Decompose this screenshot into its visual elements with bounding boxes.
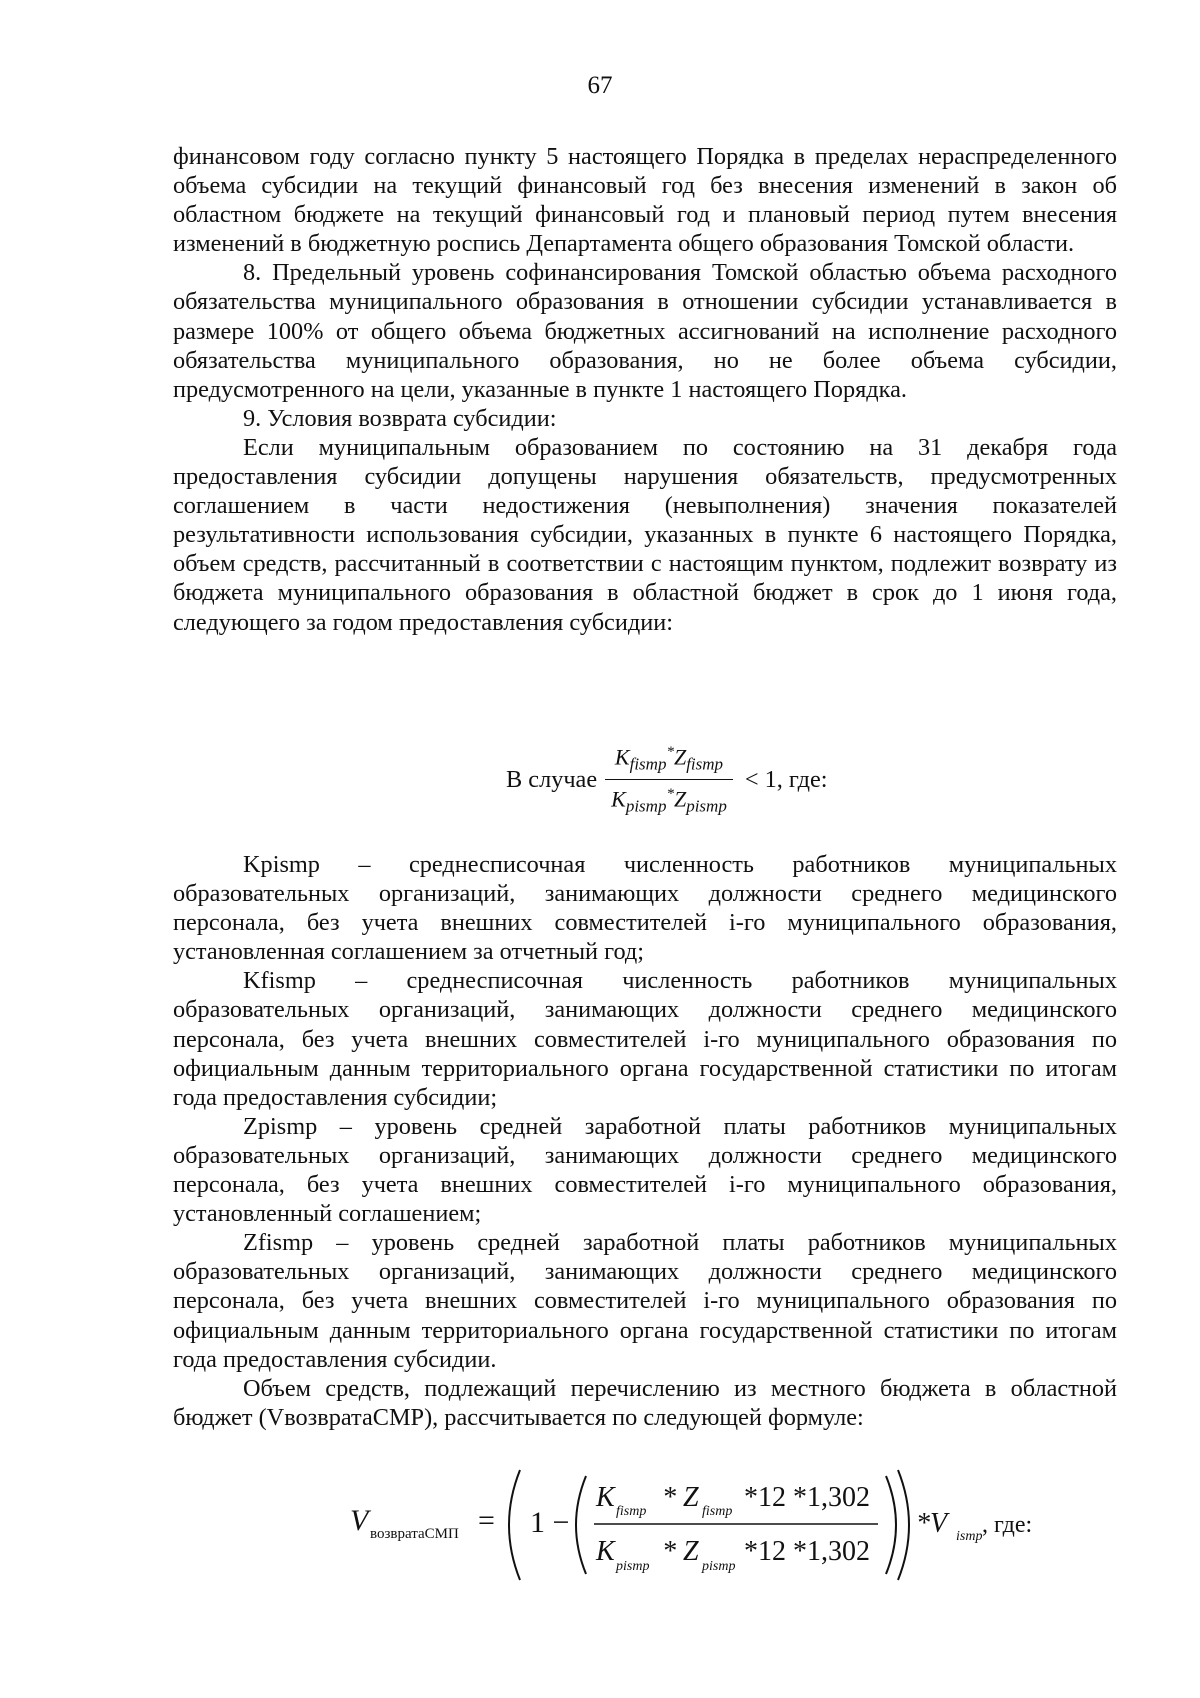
right-paren-inner bbox=[886, 1476, 896, 1574]
v-sub: ismp bbox=[956, 1529, 983, 1544]
formula-fraction bbox=[601, 744, 737, 816]
definition: Kfismp – среднесписочная численность работников муниципальных образовательных организаций, занимающих должности среднего медицинского персонала, без учета внешних совместителей i-го муниципального образования по официальным данным территориального органа государственной статистики по итогам года предоставления субсидии; bbox=[173, 967, 1117, 1111]
formula-refund bbox=[350, 1460, 1050, 1590]
paragraph: 9. Условия возврата субсидии: bbox=[243, 404, 557, 432]
equals-sign: = bbox=[478, 1504, 495, 1537]
formula-prefix: В случае bbox=[506, 766, 598, 793]
den-z-sub: pismp bbox=[702, 1559, 736, 1574]
definition: Zpismp – уровень средней заработной платы работников муниципальных образовательных организаций, занимающих должности среднего медицинского персонала, без учета внешних совместителей i-го муниципального образования, установленный соглашением; bbox=[173, 1112, 1117, 1228]
den-tail: *12 *1,302 bbox=[744, 1536, 870, 1567]
page-number: 67 bbox=[587, 72, 613, 99]
num-tail: *12 *1,302 bbox=[744, 1482, 870, 1513]
left-paren-outer bbox=[509, 1470, 520, 1580]
paragraph: Если муниципальным образованием по состоянию на 31 декабря года предоставления субсидии допущены нарушения обязательств, предусмотренных соглашением в части недостижения (невыполнения) значения показателей результативности использования субсидии, указанных в пункте 6 настоящего Порядка, объем средств, рассчитанный в соответствии с настоящим пунктом, подлежит возврату из бюджета муниципального образования в областной бюджет в срок до 1 июня года, следующего за годом предоставления субсидии: bbox=[173, 433, 1117, 636]
definition: Kpismp – среднесписочная численность работников муниципальных образовательных организаций, занимающих должности среднего медицинского персонала, без учета внешних совместителей i-го муниципального образования, установленная соглашением за отчетный год; bbox=[173, 851, 1117, 966]
definition: Zfismp – уровень средней заработной платы работников муниципальных образовательных организаций, занимающих должности среднего медицинского персонала, без учета внешних совместителей i-го муниципального образования по официальным данным территориального органа государственной статистики по итогам года предоставления субсидии. bbox=[173, 1229, 1117, 1373]
paragraph: Объем средств, подлежащий перечислению из местного бюджета в областной бюджет (VвозвратаСМР), рассчитывается по следующей формуле: bbox=[173, 1374, 1117, 1431]
fraction-denominator: $K_{pismp}^*Z_{pismp}$ bbox=[611, 785, 727, 815]
right-paren-outer bbox=[898, 1470, 909, 1580]
den-z: * Z bbox=[662, 1536, 699, 1567]
body-text bbox=[173, 142, 1117, 637]
den-k-sub: pismp bbox=[616, 1559, 650, 1574]
num-k: K bbox=[596, 1482, 615, 1513]
definitions bbox=[173, 850, 1117, 1432]
paragraph: финансовом году согласно пункту 5 настоящего Порядка в пределах нераспределенного объема субсидии на текущий финансовый год без внесения изменений в закон об областном бюджете на текущий финансовый год и плановый период путем внесения изменений в бюджетную роспись Департамента общего образования Томской области. bbox=[173, 143, 1117, 258]
times-v: *V bbox=[916, 1508, 948, 1539]
fraction-numerator: $K_{fismp}^*Z_{fismp}$ bbox=[605, 744, 733, 779]
formula-suffix: , где: bbox=[982, 1512, 1033, 1538]
num-k-sub: fismp bbox=[616, 1504, 647, 1519]
lhs-sub: возвратаСМП bbox=[370, 1526, 459, 1542]
num-z: * Z bbox=[662, 1482, 699, 1513]
left-paren-inner bbox=[576, 1476, 586, 1574]
one-minus: 1 − bbox=[530, 1506, 570, 1539]
formula-suffix: < 1, где: bbox=[744, 766, 828, 793]
formula-condition bbox=[506, 735, 828, 825]
num-z-sub: fismp bbox=[702, 1504, 733, 1519]
den-k: K bbox=[596, 1536, 615, 1567]
lhs-v: V bbox=[350, 1504, 369, 1537]
paragraph: 8. Предельный уровень софинансирования Томской областью объема расходного обязательства муниципального образования в отношении субсидии устанавливается в размере 100% от общего объема бюджетных ассигнований на исполнение расходного обязательства муниципального образования, но не более объема субсидии, предусмотренного на цели, указанные в пункте 1 настоящего Порядка. bbox=[173, 259, 1117, 403]
